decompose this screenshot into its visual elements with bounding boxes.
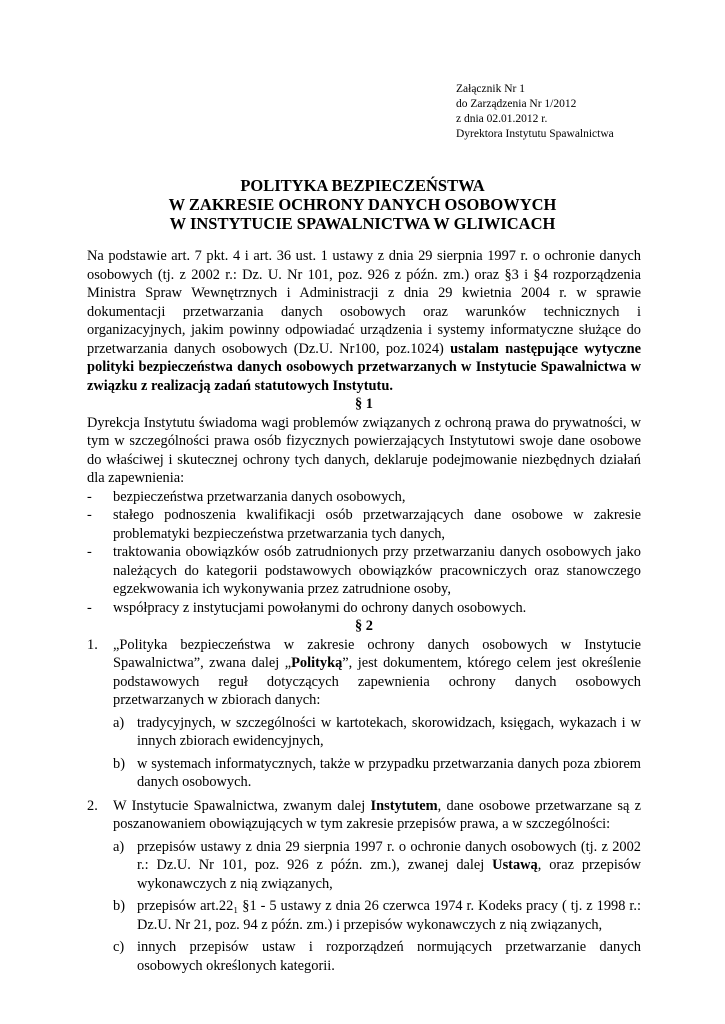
sub-item-text: innych przepisów ustaw i rozporządzeń normujących przetwarzanie danych osobowych określonych kategorii.: [137, 939, 641, 974]
document-title: [0, 176, 725, 233]
sub-item: [113, 897, 641, 934]
list-item: [87, 488, 641, 507]
annex-line: do Zarządzenia Nr 1/2012: [456, 98, 577, 110]
intro-text: Na podstawie art. 7 pkt. 4 i art. 36 ust. 1 ustawy z dnia 29 sierpnia 1997 r. o ochronie danych osobowych (tj. z 2002 r.: Dz. U. Nr 101, poz. 926 z późn. zm.) oraz §3 i §4 rozporządzenia Ministra Spraw Wewnętrznych i Administracji z dnia 29 kwietnia 2004 r. w sprawie dokumentacji przetwarzania danych osobowych oraz warunków technicznych i organizacyjnych, jakim powinny odpowiadać urządzenia i systemy informatyczne służące do przetwarzania danych osobowych (Dz.U. Nr100, poz.1024): [87, 248, 641, 357]
annex-line: z dnia 02.01.2012 r.: [456, 113, 548, 125]
title-line: W INSTYTUCIE SPAWALNICTWA W GLIWICACH: [169, 214, 556, 233]
defined-term: Polityką: [291, 655, 343, 671]
bullet-marker: -: [87, 488, 92, 505]
list-item: [87, 599, 641, 618]
defined-term: Ustawą: [492, 857, 538, 873]
sub-item-text: w systemach informatycznych, także w przypadku przetwarzania danych poza zbiorem danych osobowych.: [137, 755, 641, 790]
sub-item-marker: a): [113, 838, 125, 855]
document-body: [87, 247, 641, 975]
bullet-text: stałego podnoszenia kwalifikacji osób przetwarzających dane osobowe w zakresie problematyki bezpieczeństwa przetwarzania tych danych,: [113, 507, 641, 542]
item-text: W Instytucie Spawalnictwa, zwanym dalej Instytutem, dane osobowe przetwarzane są z poszanowaniem obowiązujących w tym zakresie przepisów prawa, a w szczególności:: [113, 797, 641, 832]
sub-item-marker: a): [113, 714, 125, 731]
annex-line: Załącznik Nr 1: [456, 83, 525, 95]
sub-item: [113, 755, 641, 792]
sub-item-marker: b): [113, 755, 125, 772]
section-1-text: Dyrekcja Instytutu świadoma wagi problemów związanych z ochroną prawa do prywatności, w tym w szczególności prawa osób fizycznych powierzających Instytutowi swoje dane osobowe do właściwej i skutecznej ochrony tych danych, deklaruje podejmowanie niezbędnych działań dla zapewnienia:: [87, 414, 641, 486]
sub-item: [113, 714, 641, 751]
numbered-item: [87, 797, 641, 976]
list-item: [87, 506, 641, 543]
sub-item-text: przepisów ustawy z dnia 29 sierpnia 1997 r. o ochronie danych osobowych (tj. z 2002 r.: Dz.U. Nr 101, poz. 926 z późn. zm.), zwanej dalej Ustawą, oraz przepisów wykonawczych z nią związanych,: [137, 838, 642, 892]
bullet-marker: -: [87, 599, 92, 616]
bullet-text: traktowania obowiązków osób zatrudnionych przy przetwarzaniu danych osobowych jako należących do kategorii podstawowych obowiązków pracowniczych oraz stanowczego egzekwowania ich wykonywania przez zatrudnione osoby,: [113, 544, 641, 597]
defined-term: Instytutem: [370, 797, 438, 814]
sub-item-text: przepisów art.22₁ §1 - 5 ustawy z dnia 26 czerwca 1974 r. Kodeks pracy ( tj. z 1998 r.: Dz.U. Nr 21, poz. 94 z późn. zm.) i przepisów wykonawczych z nią związanych,: [137, 898, 641, 933]
title-line: POLITYKA BEZPIECZEŃSTWA: [240, 176, 485, 195]
bullet-marker: -: [87, 544, 92, 560]
annex-header: [456, 82, 614, 142]
sub-item: [113, 938, 641, 975]
item-number: 1.: [87, 636, 98, 653]
section-1-heading: § 1: [355, 396, 373, 412]
section-2-heading: § 2: [355, 618, 373, 634]
intro-bold-text: ustalam następujące wytyczne polityki bezpieczeństwa danych osobowych przetwarzanych w Instytucie Spawalnictwa w związku z realizacją zadań statutowych Instytutu.: [87, 340, 641, 394]
list-item: [87, 543, 641, 599]
annex-line: Dyrektora Instytutu Spawalnictwa: [456, 128, 614, 140]
title-line: W ZAKRESIE OCHRONY DANYCH OSOBOWYCH: [168, 195, 557, 214]
sub-item-text: tradycyjnych, w szczególności w kartotekach, skorowidzach, księgach, wykazach i w innych zbiorach ewidencyjnych,: [137, 714, 641, 749]
numbered-item: [87, 636, 641, 792]
bullet-text: bezpieczeństwa przetwarzania danych osobowych,: [113, 488, 406, 505]
bullet-text: współpracy z instytucjami powołanymi do ochrony danych osobowych.: [113, 599, 527, 616]
sub-item: [113, 838, 641, 894]
sub-item-marker: c): [113, 939, 125, 955]
item-text: „Polityka bezpieczeństwa w zakresie ochrony danych osobowych w Instytucie Spawalnictwa”, zwana dalej „Polityką”, jest dokumentem, którego celem jest określenie podstawowych reguł dotyczących zapewnienia ochrony danych osobowych przetwarzanych w zbiorach danych:: [113, 636, 641, 708]
bullet-marker: -: [87, 507, 92, 523]
sub-item-marker: b): [113, 898, 125, 914]
item-number: 2.: [87, 797, 98, 814]
intro-paragraph: [87, 247, 641, 395]
